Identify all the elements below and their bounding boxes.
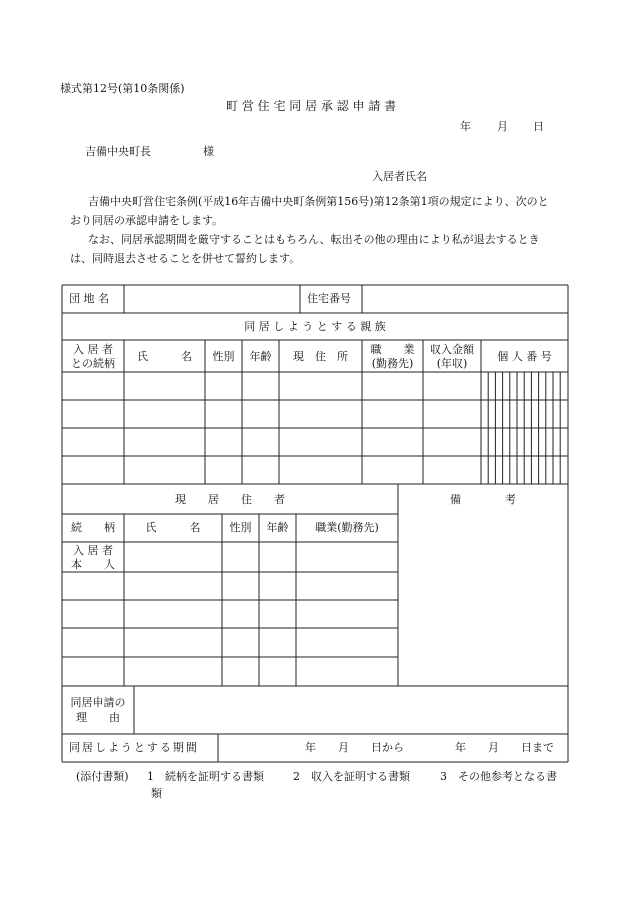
resident-section-title: 現 居 住 者 [175, 493, 285, 506]
honorific: 様 [203, 145, 214, 158]
family-row-2[interactable] [63, 401, 567, 427]
reason-field[interactable] [135, 687, 567, 733]
resident-row-3[interactable] [63, 601, 397, 627]
family-col-income-line2: (年収) [436, 357, 468, 370]
period-label: 同居しようとする期間 [69, 741, 199, 754]
family-row-4[interactable] [63, 457, 567, 483]
resident-col-sex: 性別 [229, 521, 252, 534]
paragraph-2-line-2: は、同時退去させることを併せて誓約します。 [70, 252, 301, 265]
family-section-title: 同 居 し よ う と す る 親 族 [244, 320, 386, 333]
applicant-name-label: 入居者氏名 [372, 170, 427, 183]
attachment-item-3-continued: 類 [151, 787, 162, 800]
resident-col-age: 年齢 [266, 521, 289, 534]
family-row-1[interactable] [63, 373, 567, 399]
remarks-field[interactable] [399, 515, 567, 685]
date-year: 年 [460, 120, 471, 133]
family-col-income-line1: 収入金額 [430, 343, 474, 356]
resident-row-1[interactable] [125, 543, 397, 571]
unit-number-label: 住宅番号 [307, 292, 351, 305]
family-col-sex: 性別 [212, 350, 235, 363]
paragraph-1-line-1: 吉備中央町営住宅条例(平成16年吉備中央町条例第156号)第12条第1項の規定により、次のと [88, 195, 549, 208]
reason-label-line1: 同居申請の [70, 696, 126, 709]
resident-self-line2: 本 人 [71, 558, 115, 571]
attachments-label: (添付書類) [76, 770, 129, 783]
family-col-address: 現 住 所 [293, 350, 348, 363]
family-col-job-line1: 職 業 [370, 343, 415, 356]
form-number: 様式第12号(第10条関係) [60, 82, 185, 95]
reason-label-line2: 理 由 [76, 711, 120, 724]
family-row-3[interactable] [63, 429, 567, 455]
remarks-label: 備 考 [450, 493, 516, 506]
period-from[interactable]: 年 月 日から [305, 741, 404, 754]
resident-col-name: 氏 名 [145, 521, 201, 534]
attachment-item-3: 3 その他参考となる書 [440, 770, 557, 783]
resident-col-job: 職業(勤務先) [315, 521, 379, 534]
resident-col-relation: 続 柄 [71, 521, 115, 534]
resident-row-2[interactable] [63, 573, 397, 599]
estate-name-label: 団 地 名 [69, 292, 109, 305]
addressee: 吉備中央町長 [85, 145, 151, 158]
estate-name-field[interactable] [124, 287, 300, 311]
attachment-item-2: 2 収入を証明する書類 [293, 770, 410, 783]
family-col-age: 年齢 [249, 350, 272, 363]
unit-number-field[interactable] [362, 287, 566, 311]
family-col-name: 氏 名 [137, 350, 192, 363]
paragraph-2-line-1: なお、同居承認期間を厳守することはもちろん、転出その他の理由により私が退去するとき [88, 233, 540, 246]
period-to[interactable]: 年 月 日まで [455, 741, 554, 754]
family-col-relation-line1: 入 居 者 [73, 343, 113, 356]
family-col-job-line2: (勤務先) [371, 357, 414, 370]
resident-row-4[interactable] [63, 629, 397, 656]
attachment-item-1: 1 続柄を証明する書類 [147, 770, 264, 783]
resident-row-5[interactable] [63, 658, 397, 685]
date-day: 日 [533, 120, 544, 133]
document-title: 町 営 住 宅 同 居 承 認 申 請 書 [226, 99, 397, 113]
paragraph-1-line-2: おり同居の承認申請をします。 [70, 214, 224, 227]
date-month: 月 [497, 120, 508, 133]
family-col-relation-line2: との続柄 [71, 357, 115, 370]
resident-self-line1: 入 居 者 [73, 544, 113, 557]
family-col-personal-number: 個 人 番 号 [497, 350, 552, 363]
